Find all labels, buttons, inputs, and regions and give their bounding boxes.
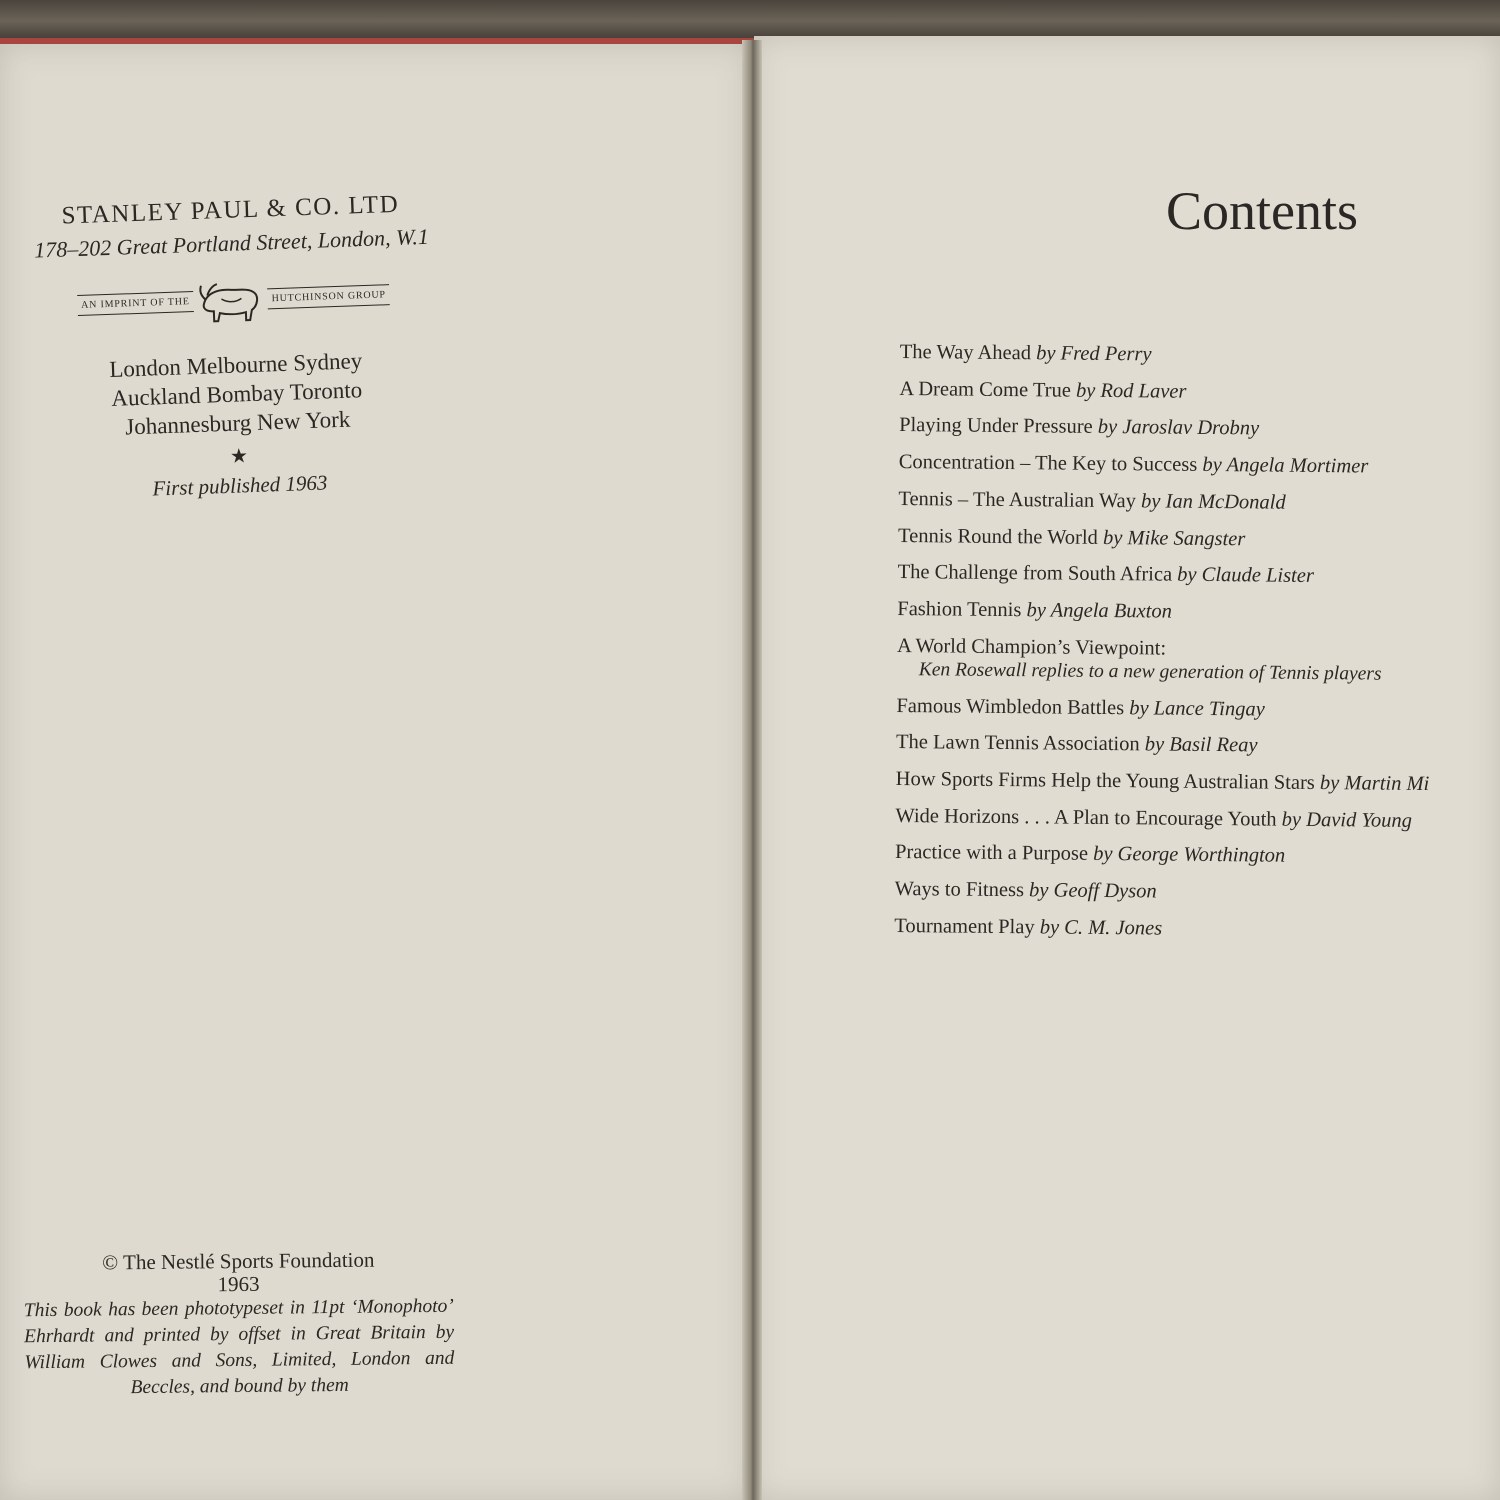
- toc-entry-author: by Ian McDonald: [1140, 490, 1286, 514]
- cities-line: Auckland Bombay Toronto: [110, 377, 363, 411]
- toc-entry-title: Tennis Round the World: [897, 524, 1098, 549]
- toc-entry-author: by Fred Perry: [1036, 342, 1152, 366]
- logo-text-left: AN IMPRINT OF THE: [77, 291, 194, 316]
- toc-entry: [897, 591, 1497, 633]
- toc-entry-author: by Lance Tingay: [1129, 696, 1265, 721]
- left-page: [0, 44, 748, 1500]
- toc-entry: [894, 908, 1494, 950]
- toc-entry-subtitle: Ken Rosewall replies to a new generation of Tennis players: [918, 658, 1382, 685]
- toc-entry-author: by David Young: [1281, 808, 1413, 832]
- toc-entry: [899, 371, 1499, 413]
- toc-entry-author: by C. M. Jones: [1039, 916, 1163, 940]
- copyright-block: [23, 1247, 455, 1402]
- toc-entry-author: by Geoff Dyson: [1029, 879, 1157, 903]
- toc-entry-author: by Claude Lister: [1177, 563, 1315, 588]
- imprint-logo: [63, 269, 405, 331]
- toc-entry: [895, 834, 1495, 876]
- toc-entry-title: A World Champion’s Viewpoint:: [896, 634, 1167, 660]
- toc-entry-title: Ways to Fitness: [894, 878, 1025, 902]
- toc-entry-title: Wide Horizons . . . A Plan to Encourage Youth: [895, 804, 1277, 831]
- toc-entry: [894, 871, 1494, 913]
- publisher-imprint: [20, 189, 450, 505]
- toc-entry-title: The Challenge from South Africa: [897, 561, 1173, 586]
- publisher-name: STANLEY PAUL & CO. LTD: [61, 190, 400, 230]
- colophon-text: This book has been phototypeset in 11pt ‘Monophoto’ Ehrhardt and printed by offset in Great Britain by William Clowes and Sons, Limited, London and Beccles, and bound by them: [23, 1295, 455, 1399]
- toc-entry-title: Tournament Play: [894, 914, 1035, 939]
- copyright-year: 1963: [217, 1271, 260, 1297]
- toc-entry: [896, 724, 1496, 766]
- toc-entry: [899, 444, 1499, 486]
- toc-entry: [899, 407, 1499, 449]
- toc-entry-author: by George Worthington: [1093, 843, 1286, 868]
- toc-entry-author: by Angela Buxton: [1026, 599, 1173, 623]
- toc-entry: [898, 481, 1498, 523]
- star-ornament: ★: [229, 445, 249, 468]
- toc-entry-title: Playing Under Pressure: [899, 414, 1093, 439]
- toc-entry-title: A Dream Come True: [899, 377, 1071, 402]
- toc-entry-author: by Jaroslav Drobny: [1097, 416, 1260, 440]
- cities-line: Johannesburg New York: [124, 406, 351, 440]
- toc-entry-title: Famous Wimbledon Battles: [896, 694, 1125, 719]
- toc-entry-title: Fashion Tennis: [897, 597, 1022, 622]
- bull-icon: [195, 274, 267, 326]
- toc-entry-author: by Martin Mi: [1319, 772, 1430, 796]
- toc-entry-author: by Rod Laver: [1075, 379, 1187, 403]
- toc-entry: [900, 334, 1500, 376]
- publisher-address: 178–202 Great Portland Street, London, W.1: [33, 223, 430, 263]
- first-published: First published 1963: [152, 470, 328, 501]
- logo-text-right: HUTCHINSON GROUP: [267, 284, 390, 309]
- toc-entry-author: by Mike Sangster: [1102, 526, 1246, 550]
- toc-entry: [898, 518, 1498, 560]
- toc-entry: [898, 554, 1498, 596]
- toc-entry-title: How Sports Firms Help the Young Australian Stars: [895, 768, 1315, 795]
- toc-entry-title: Practice with a Purpose: [894, 841, 1089, 866]
- toc-entry-title: Tennis – The Australian Way: [898, 487, 1137, 513]
- toc-entry-title: The Lawn Tennis Association: [895, 731, 1140, 756]
- copyright-line: © The Nestlé Sports Foundation: [102, 1247, 375, 1275]
- toc-entry: [896, 688, 1496, 730]
- contents-title: Contents: [1166, 181, 1359, 241]
- toc-entry-author: by Angela Mortimer: [1202, 454, 1369, 478]
- cities-line: London Melbourne Sydney: [108, 348, 363, 382]
- cities-list: [25, 343, 448, 445]
- table-of-contents: [894, 334, 1500, 960]
- toc-entry: [896, 761, 1496, 803]
- toc-entry-title: Concentration – The Key to Success: [898, 451, 1198, 476]
- toc-entry: [895, 798, 1495, 840]
- toc-entry-title: The Way Ahead: [899, 340, 1032, 365]
- book-gutter: [742, 40, 762, 1500]
- toc-entry-author: by Basil Reay: [1144, 733, 1258, 757]
